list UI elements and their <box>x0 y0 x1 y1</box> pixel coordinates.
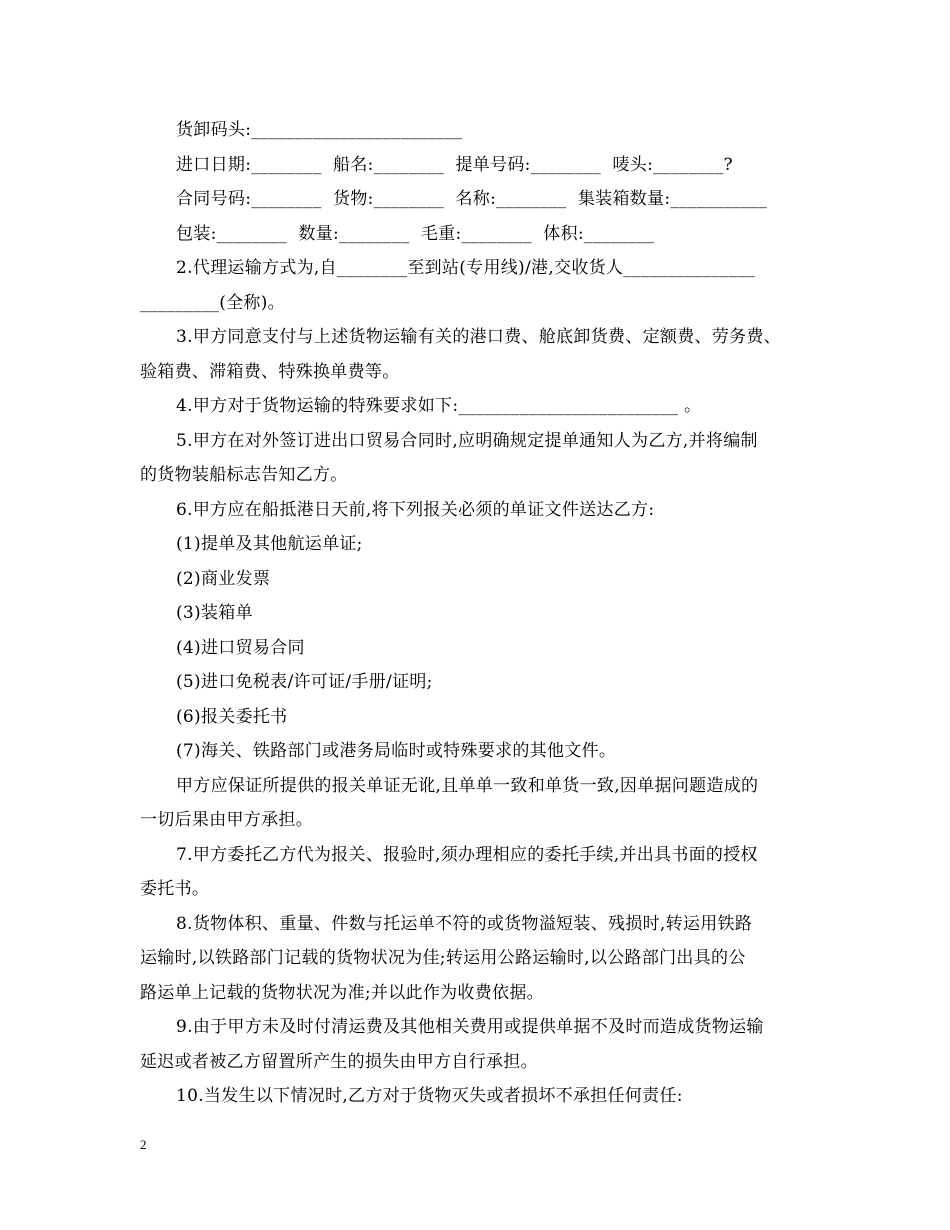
page-number: 2 <box>140 1137 147 1152</box>
text-line: 4.甲方对于货物运输的特殊要求如下:_________________________ 。 <box>176 396 702 416</box>
text-line: 运输时,以铁路部门记载的货物状况为佳;转运用公路运输时,以公路部门出具的公 <box>140 948 746 968</box>
text-line: 委托书。 <box>140 879 210 899</box>
text-line: 6.甲方应在船抵港日天前,将下列报关必须的单证文件送达乙方: <box>176 499 655 520</box>
text-line: 2.代理运输方式为,自________至到站(专用线)/港,交收货人_______________ <box>176 258 756 278</box>
text-line: (5)进口免税表/许可证/手册/证明; <box>176 672 433 692</box>
text-line: _________(全称)。 <box>140 292 285 313</box>
text-line: 7.甲方委托乙方代为报关、报验时,须办理相应的委托手续,并出具书面的授权 <box>176 844 758 865</box>
text-line: (2)商业发票 <box>176 568 271 589</box>
text-line: 甲方应保证所提供的报关单证无讹,且单单一致和单货一致,因单据问题造成的 <box>176 775 759 796</box>
text-line: (7)海关、铁路部门或港务局临时或特殊要求的其他文件。 <box>176 741 617 761</box>
text-line: 验箱费、滞箱费、特殊换单费等。 <box>140 361 400 382</box>
text-line: 5.甲方在对外签订进出口贸易合同时,应明确规定提单通知人为乙方,并将编制 <box>176 430 758 451</box>
text-line: 进口日期:________ 船名:________ 提单号码:________ 唛头:________? <box>176 154 733 175</box>
text-line: 的货物装船标志告知乙方。 <box>140 465 348 485</box>
text-line: 货卸码头:________________________ <box>176 120 463 140</box>
document-body <box>0 113 950 1114</box>
text-line: (1)提单及其他航运单证; <box>176 534 363 554</box>
text-line: 一切后果由甲方承担。 <box>140 810 313 830</box>
text-line: (4)进口贸易合同 <box>176 637 305 658</box>
text-line: (6)报关委托书 <box>176 706 288 727</box>
text-line: 10.当发生以下情况时,乙方对于货物灭失或者损坏不承担任何责任: <box>176 1086 683 1106</box>
text-line: 延迟或者被乙方留置所产生的损失由甲方自行承担。 <box>140 1051 538 1072</box>
text-line: 9.由于甲方未及时付清运费及其他相关费用或提供单据不及时而造成货物运输 <box>176 1017 764 1037</box>
text-line: 路运单上记载的货物状况为准;并以此作为收费依据。 <box>140 982 544 1003</box>
text-line: (3)装箱单 <box>176 603 253 623</box>
text-line: 8.货物体积、重量、件数与托运单不符的或货物溢短装、残损时,转运用铁路 <box>176 913 753 934</box>
text-line: 合同号码:________ 货物:________ 名称:________ 集装箱数量:___________ <box>176 189 768 209</box>
text-line: 3.甲方同意支付与上述货物运输有关的港口费、舱底卸货费、定额费、劳务费、 <box>176 327 782 347</box>
text-line: 包装:________ 数量:________ 毛重:________ 体积:________ <box>176 223 655 244</box>
